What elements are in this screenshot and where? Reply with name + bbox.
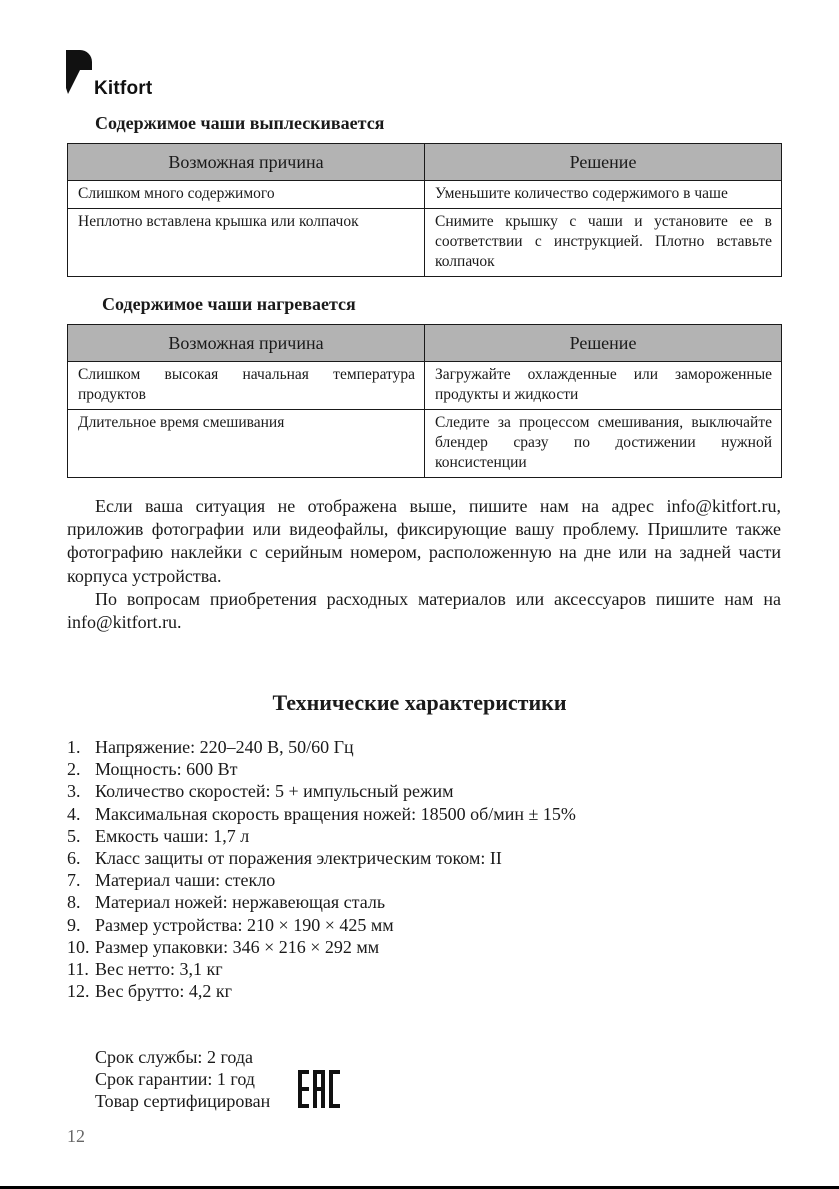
page-number: 12: [67, 1126, 85, 1146]
header-cause: Возможная причина: [68, 144, 425, 181]
header-solution: Решение: [425, 144, 782, 181]
spec-number: 12.: [67, 981, 90, 1002]
spec-text: Вес нетто: 3,1 кг: [95, 959, 223, 980]
spec-number: 11.: [67, 959, 89, 980]
spec-item: [67, 914, 576, 936]
header-cause: Возможная причина: [68, 325, 425, 362]
spec-text: Емкость чаши: 1,7 л: [95, 825, 250, 846]
spec-item: [67, 780, 576, 802]
warranty-period: Срок гарантии: 1 год: [95, 1069, 255, 1089]
table-row: [68, 410, 782, 478]
troubleshoot-table-heating: [67, 324, 782, 478]
table-row: [68, 209, 782, 277]
spec-number: 10.: [67, 936, 90, 957]
service-life: Срок службы: 2 года: [95, 1047, 254, 1067]
spec-number: 3.: [67, 781, 81, 802]
spec-item: [67, 869, 576, 891]
spec-item: [67, 980, 576, 1002]
kitfort-logo-icon: [66, 50, 92, 96]
spec-item: [67, 936, 576, 958]
solution-cell: Загружайте охлажденные или замороженные продукты и жидкости: [425, 362, 782, 410]
spec-number: 9.: [67, 914, 81, 935]
cause-cell: Слишком высокая начальная температура продуктов: [68, 362, 425, 410]
spec-item: [67, 825, 576, 847]
spec-number: 5.: [67, 825, 81, 846]
spec-text: Напряжение: 220–240 В, 50/60 Гц: [95, 737, 354, 757]
brand-name: Kitfort: [94, 78, 153, 99]
spec-number: 7.: [67, 870, 81, 891]
section-title-splashing: Содержимое чаши выплескивается: [95, 113, 385, 133]
contact-paragraph: Если ваша ситуация не отображена выше, пишите нам на адрес info@kitfort.ru, приложив фотографии или видеофайлы, фиксирующие вашу проблему. Пришлите также фотографию наклейки с серийным номером, расположенную на дне или на задней части корпуса устройства.: [67, 496, 781, 586]
service-info: [95, 1046, 270, 1112]
spec-item: [67, 891, 576, 913]
header-solution: Решение: [425, 325, 782, 362]
spec-text: Вес брутто: 4,2 кг: [95, 981, 232, 1002]
purchase-paragraph: По вопросам приобретения расходных материалов или аксессуаров пишите нам на info@kitfort.ru.: [67, 588, 781, 633]
table-row: [68, 362, 782, 410]
cause-cell: Неплотно вставлена крышка или колпачок: [68, 209, 425, 277]
spec-text: Размер устройства: 210 × 190 × 425 мм: [95, 914, 394, 935]
spec-item: [67, 847, 576, 869]
cause-cell: Длительное время смешивания: [68, 410, 425, 478]
spec-item: [67, 958, 576, 980]
table-header-row: [68, 144, 782, 181]
kitfort-logo: [66, 50, 186, 100]
spec-item: [67, 736, 576, 758]
table-header-row: [68, 325, 782, 362]
spec-number: 2.: [67, 759, 81, 780]
spec-text: Класс защиты от поражения электрическим током: II: [95, 848, 502, 869]
spec-text: Материал чаши: стекло: [95, 870, 276, 891]
specs-list: [67, 736, 576, 1002]
solution-cell: Снимите крышку с чаши и установите ее в соответствии с инструкцией. Плотно вставьте колпачок: [425, 209, 782, 277]
certification-text: Товар сертифицирован: [95, 1091, 271, 1111]
eac-mark-icon: [297, 1069, 341, 1109]
section-title-heating: Содержимое чаши нагревается: [102, 294, 356, 314]
contact-text: [67, 495, 781, 634]
solution-cell: Уменьшите количество содержимого в чаше: [425, 181, 782, 209]
spec-number: 4.: [67, 803, 81, 824]
spec-text: Мощность: 600 Вт: [95, 759, 238, 780]
solution-cell: Следите за процессом смешивания, выключайте блендер сразу по достижении нужной консистенции: [425, 410, 782, 478]
spec-text: Максимальная скорость вращения ножей: 18500 об/мин ± 15%: [95, 803, 576, 824]
spec-text: Размер упаковки: 346 × 216 × 292 мм: [95, 936, 380, 957]
spec-item: [67, 803, 576, 825]
spec-number: 6.: [67, 848, 81, 869]
spec-text: Материал ножей: нержавеющая сталь: [95, 892, 386, 913]
spec-number: 1.: [67, 737, 81, 757]
spec-item: [67, 758, 576, 780]
troubleshoot-table-splashing: [67, 143, 782, 277]
specs-title: Технические характеристики: [272, 690, 567, 715]
cause-cell: Слишком много содержимого: [68, 181, 425, 209]
spec-number: 8.: [67, 892, 81, 913]
table-row: [68, 181, 782, 209]
spec-text: Количество скоростей: 5 + импульсный режим: [95, 781, 454, 802]
